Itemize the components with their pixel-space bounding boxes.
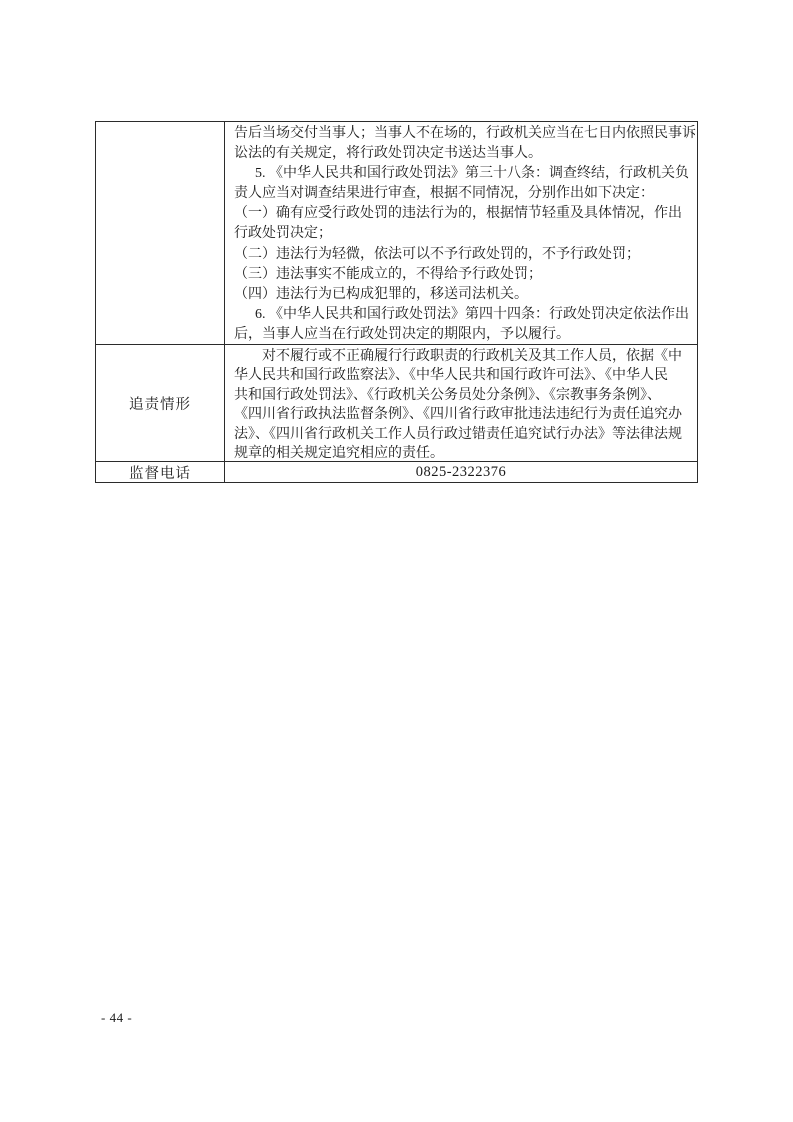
- row-label: 追责情形: [129, 396, 191, 413]
- page-number: - 44 -: [101, 1010, 133, 1025]
- text-line: 6. 《中华人民共和国行政处罚法》第四十四条：行政处罚决定依法作出: [255, 306, 689, 322]
- table-row: [96, 122, 697, 344]
- text-line: 法》、《四川省行政机关工作人员行政过错责任追究试行办法》等法律法规: [234, 426, 682, 442]
- text-line: 规章的相关规定追究相应的责任。: [234, 446, 444, 461]
- text-line: 5. 《中华人民共和国行政处罚法》第三十八条：调查终结，行政机关负: [255, 166, 689, 182]
- table-row: [96, 461, 697, 482]
- text-line: 共和国行政处罚法》、《行政机关公务员处分条例》、《宗教事务条例》、: [234, 387, 661, 403]
- text-line: （一）确有应受行政处罚的违法行为的，根据情节轻重及具体情况，作出: [234, 206, 682, 222]
- text-line: （四）违法行为已构成犯罪的，移送司法机关。: [234, 286, 528, 302]
- penalty-procedure-table: [95, 121, 698, 483]
- text-line: （三）违法事实不能成立的，不得给予行政处罚；: [234, 266, 542, 282]
- text-line: 华人民共和国行政监察法》、《中华人民共和国行政许可法》、《中华人民: [234, 368, 668, 384]
- phone-label-cell: [96, 462, 224, 482]
- text-line: 后，当事人应当在行政处罚决定的期限内，予以履行。: [234, 326, 570, 342]
- table-row: [96, 344, 697, 461]
- text-line: （二）违法行为轻微，依法可以不予行政处罚的，不予行政处罚；: [234, 246, 640, 262]
- row1-content-cell: [224, 122, 697, 344]
- phone-value-cell: [224, 462, 697, 482]
- row1-label-cell: [96, 122, 224, 344]
- text-line: 责人应当对调查结果进行审查，根据不同情况，分别作出如下决定：: [234, 186, 654, 202]
- text-line: 讼法的有关规定，将行政处罚决定书送达当事人。: [234, 146, 542, 162]
- text-line: 告后当场交付当事人；当事人不在场的，行政机关应当在七日内依照民事诉: [234, 126, 696, 141]
- supervision-phone-number: 0825-2322376: [415, 463, 507, 480]
- text-line: 行政处罚决定；: [234, 226, 332, 242]
- text-line: 《四川省行政执法监督条例》、《四川省行政审批违法违纪行为责任追究办: [234, 407, 682, 423]
- row-label: 监督电话: [129, 465, 191, 482]
- text-line: 对不履行或不正确履行行政职责的行政机关及其工作人员，依据《中: [262, 349, 682, 364]
- accountability-label-cell: [96, 345, 224, 461]
- accountability-content-cell: [224, 345, 697, 461]
